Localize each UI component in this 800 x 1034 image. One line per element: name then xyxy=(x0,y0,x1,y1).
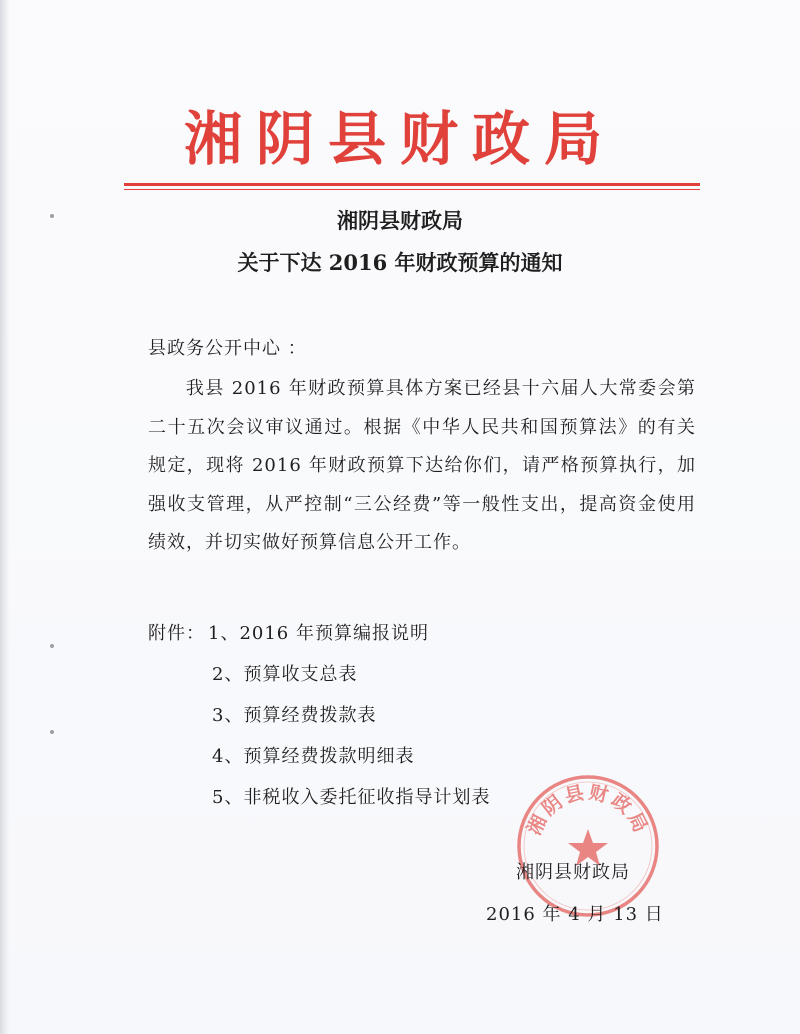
salutation: 县政务公开中心 ： xyxy=(148,338,307,359)
attachment-item: 5、非税收入委托征收指导计划表 xyxy=(212,787,491,808)
official-seal-stamp xyxy=(515,773,661,919)
letterhead-rule-thin xyxy=(124,189,700,190)
attachment-item: 3、预算经费拨款表 xyxy=(212,705,377,726)
attachments-label: 附件： xyxy=(148,623,205,644)
signing-organization: 湘阴县财政局 xyxy=(516,862,630,883)
document-title-subject: 关于下达 2016 年财政预算的通知 xyxy=(237,250,563,275)
attachment-item: 2、预算收支总表 xyxy=(212,664,358,685)
signing-date: 2016 年 4 月 13 日 xyxy=(486,904,664,925)
attachment-item: 1、2016 年预算编报说明 xyxy=(208,623,429,644)
body-paragraph: 我县 2016 年财政预算具体方案已经县十六届人大常委会第二十五次会议审议通过。根据《中华人民共和国预算法》的有关规定，现将 2016 年财政预算下达给你们，请严格预算执行，加强收支管理，从严控制“三公经费”等一般性支出，提高资金使用绩效，并切实做好预算信息公开工作。 xyxy=(148,378,696,553)
attachments-list xyxy=(208,619,491,824)
attachment-item: 4、预算经费拨款明细表 xyxy=(212,746,415,767)
svg-text:湘阴县财政局: 湘阴县财政局 xyxy=(523,781,653,839)
binding-hole xyxy=(50,644,54,648)
document-title-issuer: 湘阴县财政局 xyxy=(337,208,463,233)
red-letterhead: 湘阴县财政局 xyxy=(183,105,616,173)
letterhead-rule-thick xyxy=(124,183,700,186)
binding-hole xyxy=(50,730,54,734)
